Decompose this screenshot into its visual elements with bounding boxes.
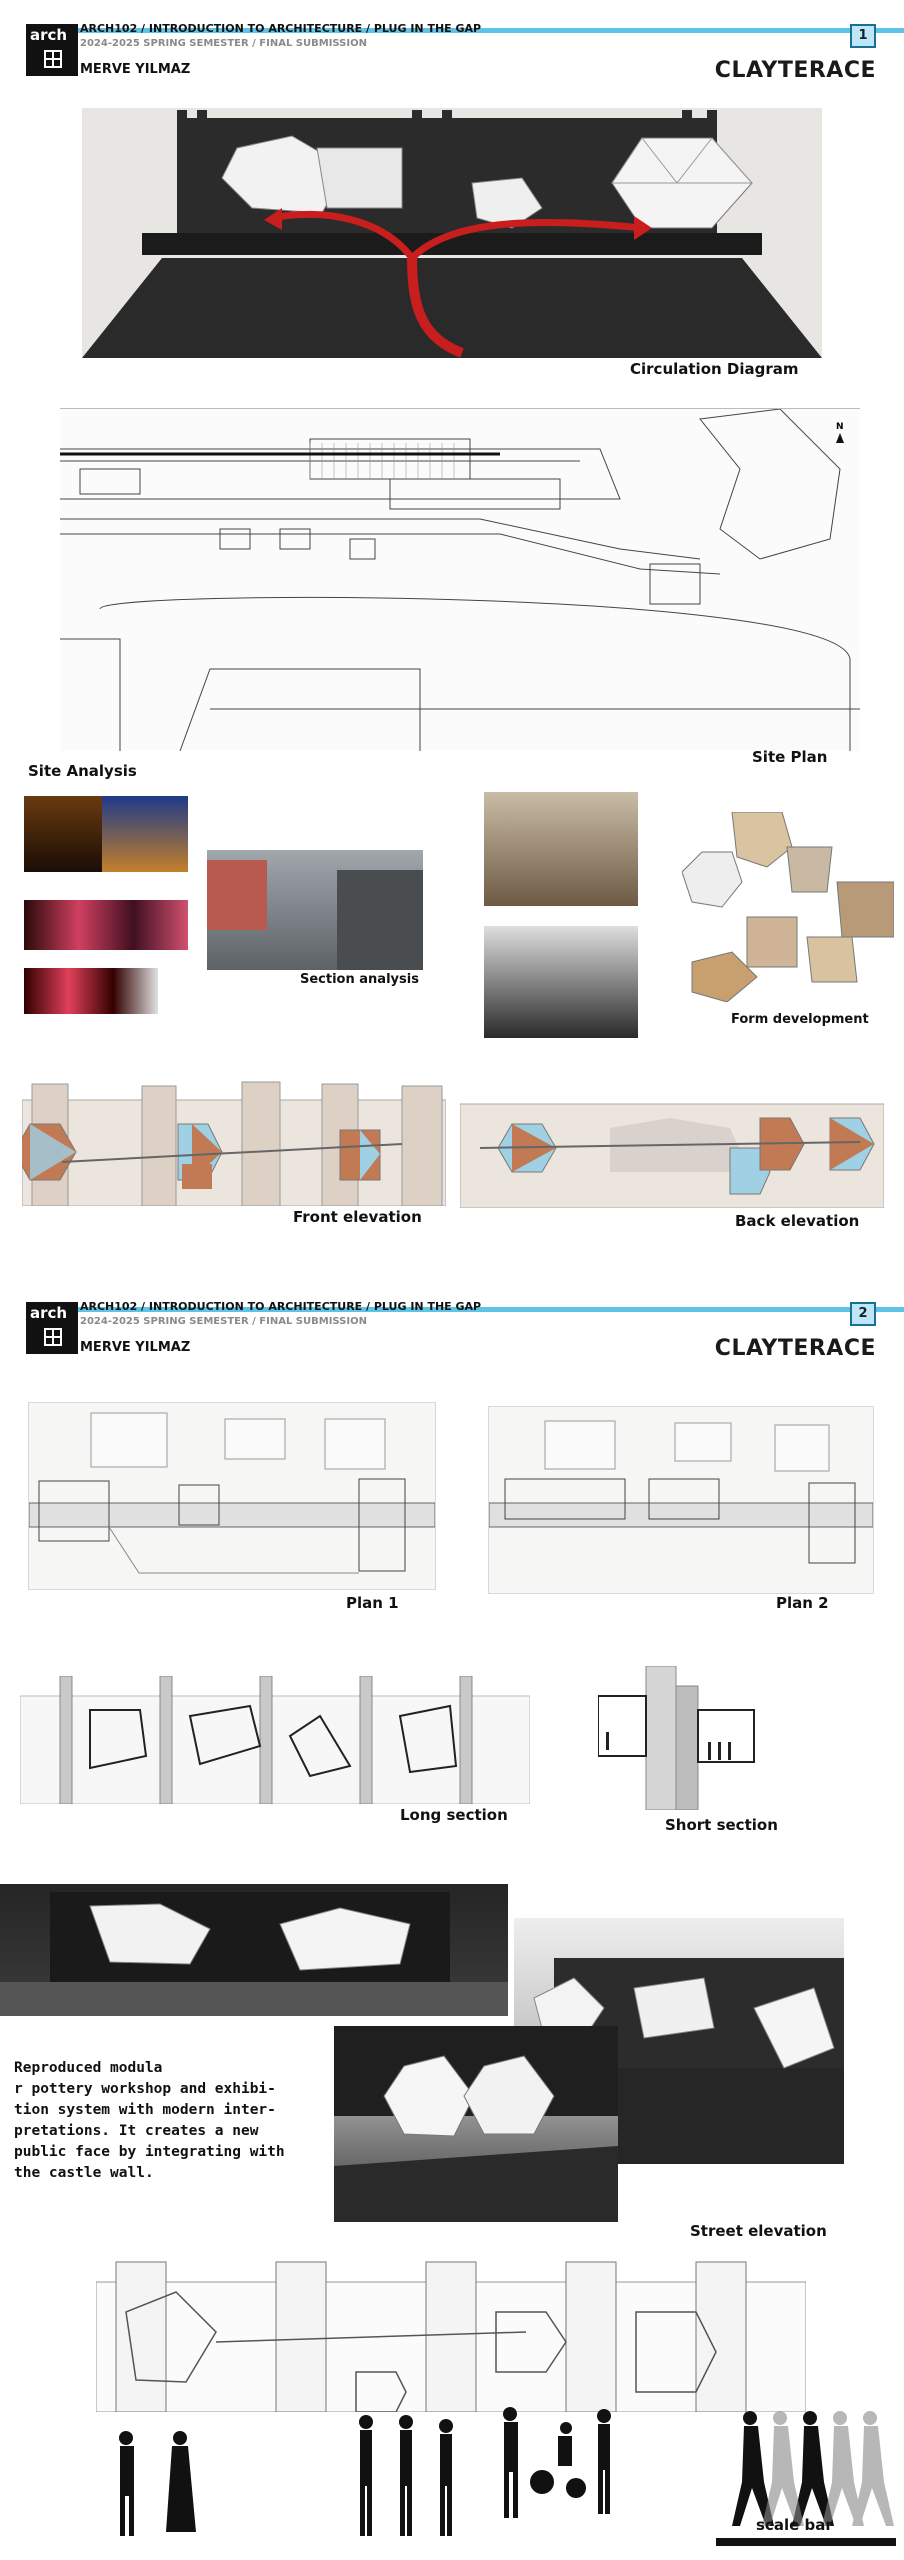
people-silhouettes: [96, 2392, 716, 2542]
site-photo-strip-1: [24, 900, 188, 950]
page-number-badge-2: 2: [850, 1302, 876, 1326]
scale-bar: [716, 2538, 896, 2546]
site-photo-strip-2: [24, 968, 158, 1014]
caption-plan-2: Plan 2: [776, 1594, 829, 1612]
scale-people-silhouettes: [720, 2402, 904, 2532]
site-analysis-collage: [24, 796, 188, 1028]
caption-front-elevation: Front elevation: [293, 1208, 422, 1226]
section-analysis-photo: [207, 850, 423, 970]
page-number-badge: 1: [850, 24, 876, 48]
logo-text: arch: [30, 26, 68, 44]
model-photo-closeup: [334, 2026, 618, 2222]
caption-section-analysis: Section analysis: [300, 972, 419, 987]
historical-photo-2: [484, 926, 638, 1038]
logo-grid-icon-2: [44, 1328, 62, 1346]
project-title-2: CLAYTERACE: [714, 1336, 876, 1361]
caption-back-elevation: Back elevation: [735, 1212, 860, 1230]
author-name-2: MERVE YILMAZ: [80, 1340, 191, 1355]
caption-long-section: Long section: [400, 1806, 508, 1824]
logo-grid-icon: [44, 50, 62, 68]
form-development-models: [682, 812, 894, 1002]
plan-1-drawing: [28, 1402, 436, 1590]
short-section-drawing: [598, 1666, 758, 1810]
semester-label-2: 2024-2025 SPRING SEMESTER / FINAL SUBMISSION: [80, 1316, 367, 1327]
caption-street-elevation: Street elevation: [690, 2222, 827, 2240]
north-arrow-label: N: [836, 422, 844, 432]
historical-photo-1: [484, 792, 638, 906]
course-title: ARCH102 / INTRODUCTION TO ARCHITECTURE / PLUG IN THE GAP: [80, 22, 482, 35]
caption-site-analysis: Site Analysis: [28, 762, 137, 780]
logo-text-2: arch: [30, 1304, 68, 1322]
project-description: Reproduced modula r pottery workshop and exhibi- tion system with modern inter- pretations. It creates a new public face by integrating with the castle wall.: [14, 2060, 285, 2181]
author-name: MERVE YILMAZ: [80, 62, 191, 77]
circulation-diagram-photo: [82, 108, 822, 358]
caption-plan-1: Plan 1: [346, 1594, 399, 1612]
site-photo-1: [24, 796, 102, 872]
front-elevation-drawing: [22, 1074, 446, 1206]
street-elevation-drawing: [96, 2232, 806, 2412]
semester-label: 2024-2025 SPRING SEMESTER / FINAL SUBMISSION: [80, 38, 367, 49]
caption-site-plan: Site Plan: [752, 748, 828, 766]
site-plan-drawing: [60, 408, 860, 751]
caption-scale-bar: scale bar: [756, 2516, 833, 2534]
model-photo-front: [0, 1884, 508, 2016]
plan-2-drawing: [488, 1406, 874, 1594]
site-photo-2: [102, 796, 188, 872]
arch-logo: [26, 24, 78, 76]
project-title: CLAYTERACE: [714, 58, 876, 83]
back-elevation-drawing: [460, 1088, 884, 1208]
caption-form-development: Form development: [731, 1012, 869, 1027]
course-title-2: ARCH102 / INTRODUCTION TO ARCHITECTURE / PLUG IN THE GAP: [80, 1300, 482, 1313]
caption-circulation: Circulation Diagram: [630, 360, 799, 378]
long-section-drawing: [20, 1676, 530, 1804]
arch-logo-2: [26, 1302, 78, 1354]
caption-short-section: Short section: [665, 1816, 778, 1834]
